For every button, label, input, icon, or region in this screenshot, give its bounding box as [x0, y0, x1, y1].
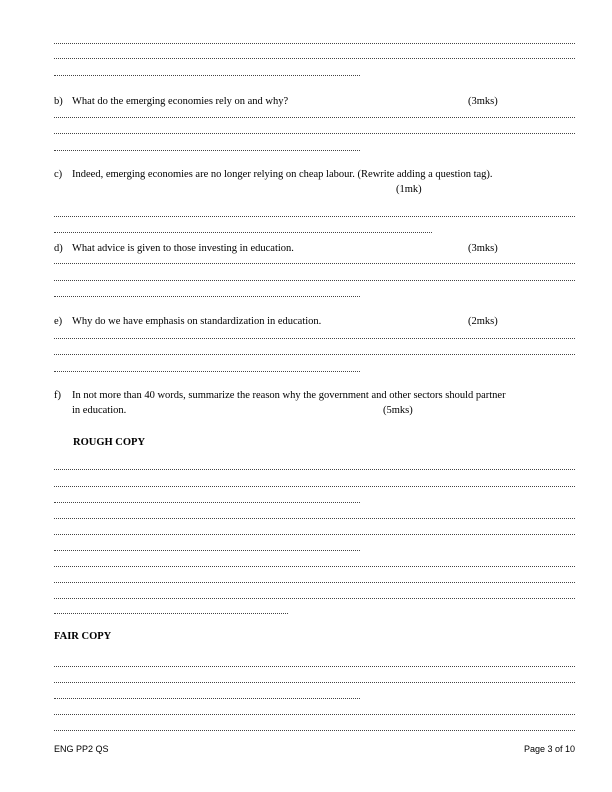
question-text-line1: In not more than 40 words, summarize the reason why the government and other sectors should partner: [72, 390, 506, 401]
answer-line: [54, 58, 575, 59]
answer-line: [54, 371, 360, 372]
rough-copy-heading: ROUGH COPY: [73, 437, 146, 448]
answer-line: [54, 698, 360, 699]
answer-line: [54, 534, 575, 535]
question-letter: f): [54, 390, 61, 401]
answer-line: [54, 486, 575, 487]
question-letter: c): [54, 169, 63, 180]
answer-line: [54, 263, 575, 264]
footer-page-number: Page 3 of 10: [523, 744, 575, 754]
footer-paper-code: ENG PP2 QS: [54, 744, 109, 754]
answer-line: [54, 296, 360, 297]
answer-line: [54, 150, 360, 151]
answer-line: [54, 550, 360, 551]
question-text: What do the emerging economies rely on and why?: [72, 96, 289, 107]
answer-line: [54, 598, 575, 599]
question-text: Why do we have emphasis on standardization in education.: [72, 316, 322, 327]
answer-line: [54, 216, 575, 217]
answer-line: [54, 43, 575, 44]
question-f: [54, 389, 506, 402]
question-text: Indeed, emerging economies are no longer relying on cheap labour. (Rewrite adding a question tag).: [72, 169, 493, 180]
answer-line: [54, 469, 575, 470]
answer-line: [54, 338, 575, 339]
answer-line: [54, 280, 575, 281]
question-letter: b): [54, 96, 63, 107]
answer-line: [54, 566, 575, 567]
question-f-line2: in education.: [72, 405, 127, 416]
answer-line: [54, 232, 432, 233]
answer-line: [54, 582, 575, 583]
answer-line: [54, 613, 288, 614]
question-d-marks: (3mks): [468, 243, 498, 254]
question-c: [54, 168, 493, 181]
answer-line: [54, 117, 575, 118]
question-e-marks: (2mks): [468, 316, 498, 327]
answer-line: [54, 75, 360, 76]
question-letter: d): [54, 243, 63, 254]
question-letter: e): [54, 316, 63, 327]
question-text: What advice is given to those investing in education.: [72, 243, 294, 254]
answer-line: [54, 730, 575, 731]
answer-line: [54, 502, 360, 503]
answer-line: [54, 682, 575, 683]
question-e: [54, 315, 321, 328]
answer-line: [54, 133, 575, 134]
answer-line: [54, 714, 575, 715]
question-f-marks: (5mks): [383, 405, 413, 416]
question-b: [54, 95, 288, 108]
question-c-marks: (1mk): [396, 184, 422, 195]
answer-line: [54, 666, 575, 667]
answer-line: [54, 354, 575, 355]
fair-copy-heading: FAIR COPY: [54, 631, 112, 642]
answer-line: [54, 518, 575, 519]
question-d: [54, 242, 294, 255]
question-b-marks: (3mks): [468, 96, 498, 107]
